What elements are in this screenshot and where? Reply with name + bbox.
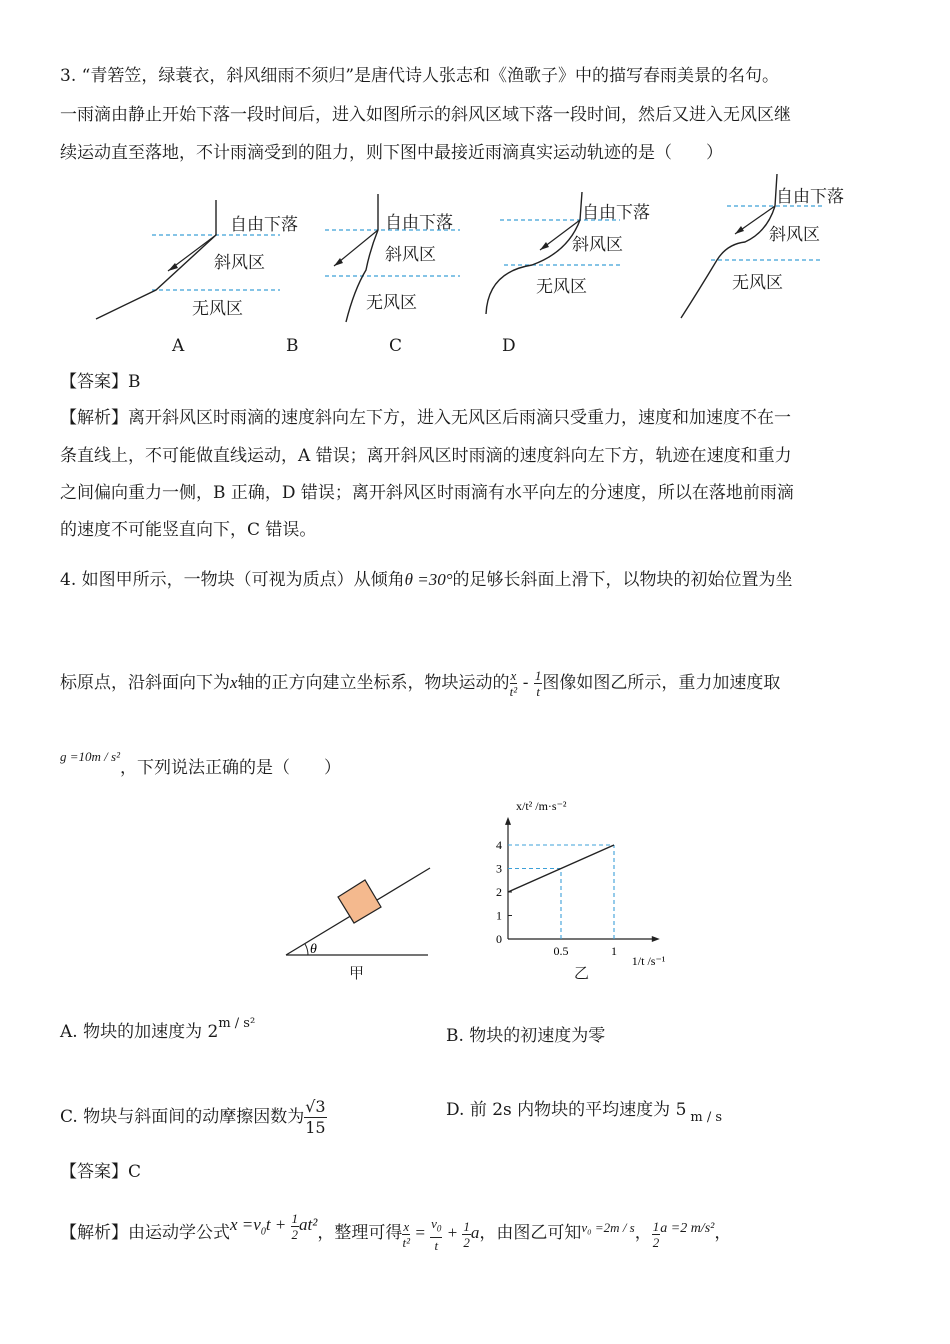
figure-jia-caption: 甲 [349, 964, 365, 982]
q3-explanation-line4: 的速度不可能竖直向下，C 错误。 [60, 520, 317, 540]
rearranged-formula: $\frac{x}{\text{t²}}$ = $\frac{v_0}{t}$ + $\frac{1}{2}$ a [402, 1216, 480, 1253]
b-label-no-wind-zone: 无风区 [366, 293, 417, 313]
y-axis-label: x/t² /m·s⁻² [516, 799, 567, 813]
x-tick-label: 1 [611, 944, 617, 958]
option-b-letter: B [286, 336, 299, 356]
a-label-free-fall: 自由下落 [230, 215, 298, 235]
option-c-denominator: 15 [305, 1118, 326, 1137]
d-label-wind-zone: 斜风区 [769, 225, 820, 245]
y-axis-arrow [505, 817, 511, 825]
option-a-unit: m / s² [218, 1016, 256, 1031]
theta-angle-label: θ [310, 942, 317, 957]
q4-stem-line3 [60, 749, 341, 781]
c-label-wind-zone: 斜风区 [572, 235, 623, 255]
option-c [60, 1097, 327, 1138]
q4-answer: 【答案】C [60, 1162, 142, 1182]
b-label-wind-zone: 斜风区 [385, 245, 436, 265]
q4-stem-line2-c: 图像如图乙所示，重力加速度取 [542, 673, 781, 693]
v0-value: v₀ =2m / s [581, 1220, 635, 1236]
option-d-unit: m / s [690, 1110, 723, 1125]
y-tick-label: 2 [496, 885, 502, 899]
x-tick-label: 0.5 [553, 944, 569, 958]
y-tick-label: 4 [496, 838, 502, 852]
c-label-free-fall: 自由下落 [582, 203, 650, 223]
d-label-no-wind-zone: 无风区 [732, 273, 783, 293]
q3-stem-line2: 一雨滴由静止开始下落一段时间后，进入如图所示的斜风区域下落一段时间，然后又进入无风区继 [60, 105, 791, 125]
half-a-value: $\frac{1}{2}$ $^{a =2 m/s^2}$ [652, 1218, 715, 1250]
q3-answer: 【答案】B [60, 372, 141, 392]
q4-explanation-a: 【解析】由运动学公式 [60, 1223, 230, 1244]
q4-stem-line1-b: 的足够长斜面上滑下，以物块的初始位置为坐 [452, 570, 793, 590]
q3-explanation-line1: 【解析】离开斜风区时雨滴的速度斜向左下方，进入无风区后雨滴只受重力，速度和加速度不在一 [60, 408, 791, 428]
q4-explanation-d: ， [634, 1223, 652, 1244]
option-c-numerator: √3 [305, 1097, 326, 1116]
d-label-free-fall: 自由下落 [776, 187, 844, 207]
q4-stem-line2: 标原点，沿斜面向下为x轴的正方向建立坐标系，物块运动的 $\frac{x}{\text{t²}}$ - $\frac{1}{t}$ 图像如图乙所示，重力加速度取 [60, 668, 781, 699]
option-a-text: A. 物块的加速度为 2 [60, 1022, 219, 1042]
q3-explanation-line3: 之间偏向重力一侧，B 正确，D 错误；离开斜风区时雨滴有水平向左的分速度，所以在落地前雨滴 [60, 483, 794, 503]
q4-stem-line2-a: 标原点，沿斜面向下为 [60, 673, 230, 693]
g-equation: g =10m / s² [60, 749, 120, 764]
option-c-text: C. 物块与斜面间的动摩擦因数为 [60, 1107, 305, 1127]
x-axis-label: 1/t /s⁻¹ [631, 954, 666, 968]
y-tick-label: 1 [496, 908, 502, 923]
option-c-fraction [304, 1097, 326, 1138]
q3-stem-line1: 3. “青箬笠，绿蓑衣，斜风细雨不须归”是唐代诗人张志和《渔歌子》中的描写春雨美景的名句。 [60, 66, 780, 86]
x-axis-arrow [652, 936, 660, 942]
option-b: B. 物块的初速度为零 [446, 1026, 606, 1046]
option-a [60, 1016, 256, 1046]
x-variable: x [230, 673, 238, 692]
option-a-letter: A [172, 336, 185, 356]
q3-explanation-line2: 条直线上，不可能做直线运动，A 错误；离开斜风区时雨滴的速度斜向左下方，轨迹在速度和重力 [60, 446, 792, 466]
q4-explanation-c: ，由图乙可知 [479, 1223, 582, 1244]
y-tick-label: 3 [496, 861, 502, 876]
q3-stem-line3: 续运动直至落地，不计雨滴受到的阻力，则下图中最接近雨滴真实运动轨迹的是（ ） [60, 143, 723, 163]
kinematics-formula: $x =v_0t$ + $\frac{1}{2}$ at² [230, 1210, 318, 1242]
q4-stem-line3-text: ，下列说法正确的是（ ） [119, 758, 341, 778]
a-label-wind-zone: 斜风区 [214, 253, 265, 273]
b-label-free-fall: 自由下落 [385, 213, 453, 233]
one-over-t-fraction: $\frac{1}{t}$ [534, 668, 542, 699]
option-d-text: D. 前 2s 内物块的平均速度为 5 [446, 1100, 687, 1120]
x-over-t2-fraction: $\frac{x}{\text{t²}}$ [509, 668, 518, 699]
figure-yi-caption: 乙 [574, 964, 590, 982]
q4-stem-line2-b: 轴的正方向建立坐标系，物块运动的 [237, 673, 510, 693]
figure-yi-graph [470, 798, 690, 988]
c-label-no-wind-zone: 无风区 [536, 277, 587, 297]
q4-stem-line1 [60, 568, 793, 592]
a-label-no-wind-zone: 无风区 [192, 299, 243, 319]
option-c-letter: C [389, 336, 403, 356]
y-tick-label: 0 [496, 932, 502, 946]
option-d [446, 1098, 722, 1124]
q4-explanation-e: ， [714, 1223, 732, 1244]
q4-explanation [60, 1210, 732, 1253]
q4-explanation-b: ，整理可得 [317, 1223, 403, 1244]
option-d-letter: D [502, 336, 516, 356]
q4-stem-line1-a: 4. 如图甲所示，一物块（可视为质点）从倾角 [60, 570, 405, 590]
theta-equation: θ =30° [404, 570, 453, 589]
